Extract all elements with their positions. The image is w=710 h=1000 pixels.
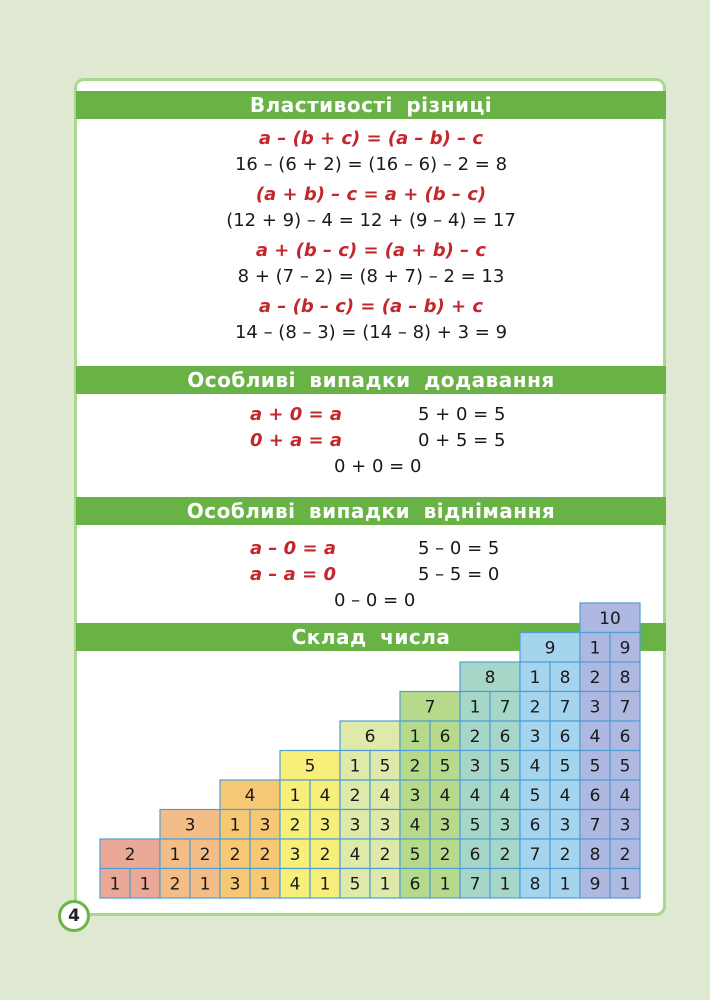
addend-label: 1 — [169, 844, 181, 865]
addend-label: 6 — [559, 726, 571, 747]
addend-label: 7 — [469, 874, 481, 895]
addend-label: 1 — [199, 874, 211, 895]
addend-label: 2 — [259, 844, 271, 865]
addend-label: 1 — [529, 667, 541, 688]
addend-label: 3 — [319, 815, 331, 836]
addend-label: 5 — [409, 844, 421, 865]
addend-label: 7 — [589, 815, 601, 836]
number-header-label: 10 — [599, 608, 621, 629]
rule-formula-3: a + (b – c) = (a + b) – c — [255, 240, 487, 261]
addend-label: 6 — [589, 785, 601, 806]
subtraction-example-2: 5 – 5 = 0 — [418, 564, 500, 585]
addend-label: 1 — [109, 874, 121, 895]
addend-label: 5 — [589, 756, 601, 777]
rule-example-4: 14 – (8 – 3) = (14 – 8) + 3 = 9 — [234, 322, 508, 343]
number-header-label: 2 — [124, 844, 136, 865]
addition-rule-2: 0 + a = a — [250, 430, 343, 451]
addition-example-1: 5 + 0 = 5 — [418, 404, 506, 425]
addend-label: 7 — [619, 697, 631, 718]
addend-label: 5 — [379, 756, 391, 777]
addend-label: 3 — [529, 726, 541, 747]
addend-label: 4 — [409, 815, 421, 836]
addition-example-3: 0 + 0 = 0 — [334, 456, 422, 477]
number-header-label: 7 — [424, 697, 436, 718]
addend-label: 6 — [619, 726, 631, 747]
subtraction-example-3: 0 – 0 = 0 — [334, 590, 416, 611]
addend-label: 2 — [559, 844, 571, 865]
number-header-label: 9 — [544, 638, 556, 659]
section-title-addition: Особливі випадки додавання — [76, 366, 666, 394]
section-title-subtraction: Особливі випадки віднімання — [76, 497, 666, 525]
number-header-label: 8 — [484, 667, 496, 688]
addend-label: 5 — [349, 874, 361, 895]
addend-label: 2 — [289, 815, 301, 836]
addend-label: 3 — [289, 844, 301, 865]
subtraction-rule-2: a – a = 0 — [250, 564, 336, 585]
addend-label: 2 — [349, 785, 361, 806]
addend-label: 2 — [409, 756, 421, 777]
rule-example-1: 16 – (6 + 2) = (16 – 6) – 2 = 8 — [234, 154, 508, 175]
addition-example-2: 0 + 5 = 5 — [418, 430, 506, 451]
addend-label: 4 — [349, 844, 361, 865]
addend-label: 3 — [469, 756, 481, 777]
addend-label: 7 — [559, 697, 571, 718]
addend-label: 4 — [439, 785, 451, 806]
addend-label: 7 — [499, 697, 511, 718]
addend-label: 1 — [559, 874, 571, 895]
addend-label: 1 — [499, 874, 511, 895]
addend-label: 2 — [319, 844, 331, 865]
addend-label: 6 — [439, 726, 451, 747]
number-header-label: 5 — [304, 756, 316, 777]
addend-label: 3 — [349, 815, 361, 836]
addend-label: 3 — [589, 697, 601, 718]
addend-label: 3 — [619, 815, 631, 836]
addend-label: 3 — [379, 815, 391, 836]
addend-label: 8 — [619, 667, 631, 688]
addend-label: 2 — [589, 667, 601, 688]
addend-label: 4 — [499, 785, 511, 806]
number-header-label: 4 — [244, 785, 256, 806]
addend-label: 1 — [409, 726, 421, 747]
addend-label: 1 — [349, 756, 361, 777]
addend-label: 5 — [529, 785, 541, 806]
section-title-composition: Склад числа — [76, 623, 666, 651]
addend-label: 3 — [409, 785, 421, 806]
addend-label: 6 — [499, 726, 511, 747]
addend-label: 2 — [619, 844, 631, 865]
addend-label: 3 — [439, 815, 451, 836]
addend-label: 2 — [379, 844, 391, 865]
addend-label: 9 — [619, 638, 631, 659]
number-header-label: 3 — [184, 815, 196, 836]
addend-label: 8 — [589, 844, 601, 865]
subtraction-rule-1: a – 0 = a — [250, 538, 336, 559]
rule-example-2: (12 + 9) – 4 = 12 + (9 – 4) = 17 — [226, 210, 516, 231]
addend-label: 2 — [499, 844, 511, 865]
addend-label: 1 — [379, 874, 391, 895]
addend-label: 6 — [529, 815, 541, 836]
addend-label: 5 — [559, 756, 571, 777]
addend-label: 5 — [469, 815, 481, 836]
addend-label: 9 — [589, 874, 601, 895]
addend-label: 3 — [499, 815, 511, 836]
addend-label: 5 — [619, 756, 631, 777]
addend-label: 1 — [229, 815, 241, 836]
number-header-label: 6 — [364, 726, 376, 747]
addend-label: 2 — [169, 874, 181, 895]
section-title-difference: Властивості різниці — [76, 91, 666, 119]
addend-label: 4 — [289, 874, 301, 895]
addend-label: 1 — [259, 874, 271, 895]
addend-label: 4 — [619, 785, 631, 806]
addition-rule-1: a + 0 = a — [250, 404, 343, 425]
addend-label: 3 — [229, 874, 241, 895]
addend-label: 2 — [229, 844, 241, 865]
addend-label: 2 — [529, 697, 541, 718]
addend-label: 5 — [439, 756, 451, 777]
addend-label: 1 — [619, 874, 631, 895]
addend-label: 4 — [319, 785, 331, 806]
addend-label: 2 — [469, 726, 481, 747]
addend-label: 6 — [409, 874, 421, 895]
addend-label: 4 — [379, 785, 391, 806]
addend-label: 8 — [529, 874, 541, 895]
rule-formula-2: (a + b) – c = a + (b – c) — [255, 184, 487, 205]
rule-example-3: 8 + (7 – 2) = (8 + 7) – 2 = 13 — [237, 266, 505, 287]
addend-label: 2 — [439, 844, 451, 865]
addend-label: 3 — [559, 815, 571, 836]
addend-label: 7 — [529, 844, 541, 865]
addend-label: 4 — [469, 785, 481, 806]
subtraction-example-1: 5 – 0 = 5 — [418, 538, 500, 559]
addend-label: 1 — [289, 785, 301, 806]
addend-label: 8 — [559, 667, 571, 688]
page-number: 4 — [58, 900, 90, 932]
rule-formula-4: a – (b – c) = (a – b) + c — [258, 296, 484, 317]
addend-label: 4 — [559, 785, 571, 806]
addend-label: 1 — [589, 638, 601, 659]
addend-label: 5 — [499, 756, 511, 777]
addend-label: 1 — [139, 874, 151, 895]
rule-formula-1: a – (b + c) = (a – b) – c — [258, 128, 484, 149]
addend-label: 6 — [469, 844, 481, 865]
addend-label: 3 — [259, 815, 271, 836]
addend-label: 4 — [529, 756, 541, 777]
addend-label: 1 — [469, 697, 481, 718]
addend-label: 1 — [319, 874, 331, 895]
addend-label: 4 — [589, 726, 601, 747]
addend-label: 2 — [199, 844, 211, 865]
addend-label: 1 — [439, 874, 451, 895]
